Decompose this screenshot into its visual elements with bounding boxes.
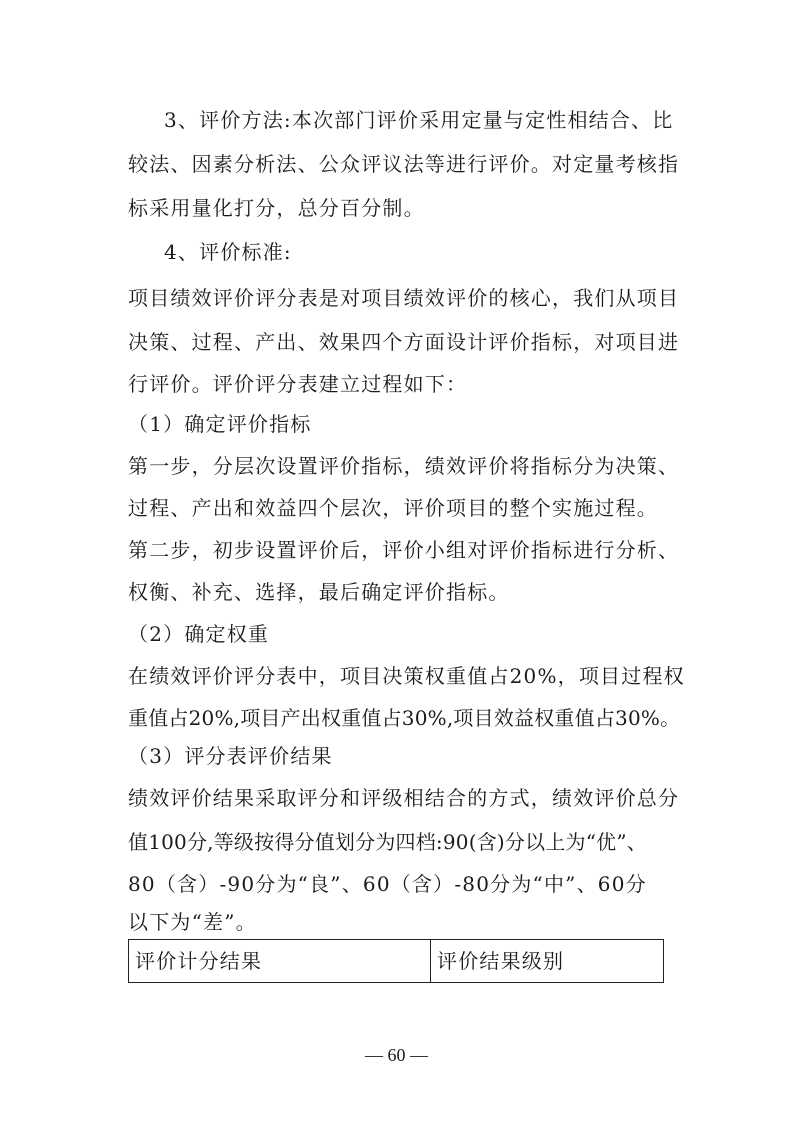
paragraph-line: 标采用量化打分，总分百分制。 (128, 196, 425, 220)
paragraph-line: 决策、过程、产出、效果四个方面设计评价指标，对项目进 (128, 330, 680, 354)
paragraph-line: 项目绩效评价评分表是对项目绩效评价的核心，我们从项目 (128, 286, 680, 310)
paragraph-line: 以下为“差”。 (128, 910, 257, 934)
section-heading: 4、评价标准: (164, 240, 292, 264)
paragraph-line: 80（含）-90分为“良”、60（含）-80分为“中”、60分 (128, 872, 647, 896)
paragraph-line: 重值占20%,项目产出权重值占30%,项目效益权重值占30%。 (128, 706, 681, 730)
page-number: — 60 — (365, 1045, 428, 1065)
paragraph-line: 值100分,等级按得分值划分为四档:90(含)分以上为“优”、 (128, 830, 647, 854)
paragraph-line: 权衡、补充、选择，最后确定评价指标。 (128, 580, 510, 604)
paragraph-line: 在绩效评价评分表中，项目决策权重值占20%，项目过程权 (128, 664, 685, 688)
paragraph-line: 第一步，分层次设置评价指标，绩效评价将指标分为决策、 (128, 454, 680, 478)
subsection-heading: （2）确定权重 (128, 622, 270, 646)
paragraph-line: 第二步，初步设置评价后，评价小组对评价指标进行分析、 (128, 538, 680, 562)
paragraph-line: 较法、因素分析法、公众评议法等进行评价。对定量考核指 (128, 152, 680, 176)
paragraph-line: 绩效评价结果采取评分和评级相结合的方式，绩效评价总分 (128, 786, 680, 810)
result-table (128, 939, 664, 983)
table-header-score: 评价计分结果 (129, 940, 431, 982)
table-header-grade: 评价结果级别 (437, 949, 565, 973)
paragraph-line: 3、评价方法:本次部门评价采用定量与定性相结合、比 (164, 108, 674, 132)
paragraph-line: 过程、产出和效益四个层次，评价项目的整个实施过程。 (128, 496, 658, 520)
paragraph-line: 行评价。评价评分表建立过程如下： (128, 372, 468, 396)
subsection-heading: （1）确定评价指标 (128, 412, 312, 436)
subsection-heading: （3）评分表评价结果 (128, 744, 333, 768)
